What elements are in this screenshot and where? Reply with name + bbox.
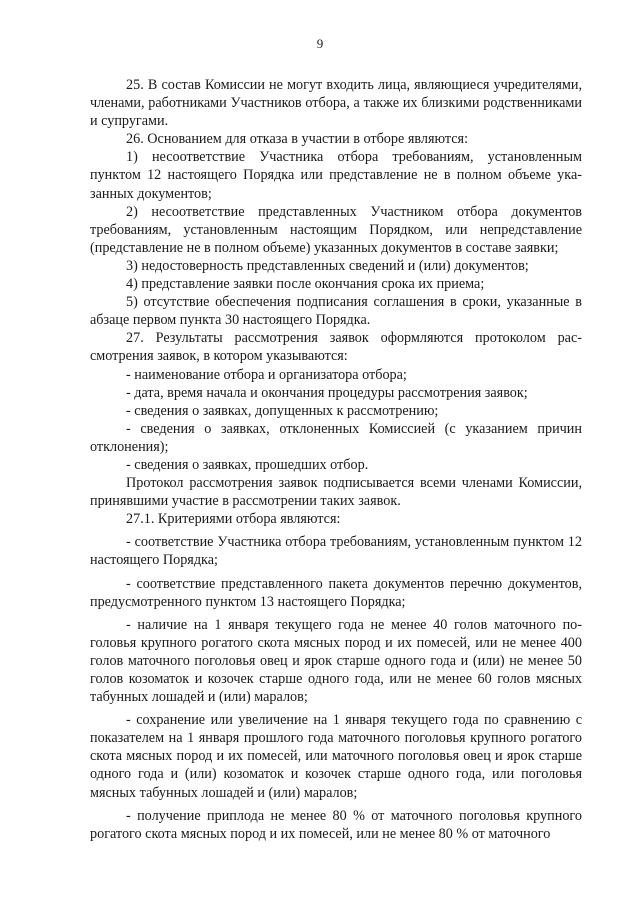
criteria-item: - соответствие представленного пакета документов перечню документов, предусмотренного пунктом 13 настоящего Порядка; bbox=[90, 575, 582, 610]
list-item: - сведения о заявках, прошедших отбор. bbox=[126, 456, 369, 473]
list-item: 2) несоответствие представленных Участником отбора документов требованиям, установленным настоящим Порядком, или непредставление (представление не в полном объеме) указанных документов в составе заявки; bbox=[90, 203, 582, 256]
criteria-item: - наличие на 1 января текущего года не менее 40 голов маточного поголовья крупного рогатого скота мясных пород и их помесей, или не менее 400 голов маточного поголовья овец и ярок старше одного года и (или) не менее 50 голов козоматок и козочек старше одного года, или не менее 60 голов мясных табунных лошадей и (или) маралов; bbox=[90, 616, 582, 706]
page-number: 9 bbox=[316, 36, 324, 51]
protocol-paragraph: Протокол рассмотрения заявок подписывается всеми членами Комиссии, принявшими участие в рассмотрении таких заявок. bbox=[90, 475, 582, 510]
paragraph-27-1: 27.1. Критериями отбора являются: bbox=[126, 511, 341, 528]
list-item: 1) несоответствие Участника отбора требованиям, установленным пунктом 12 настоящего Порядка или представление не в полном объеме указанных документов; bbox=[90, 149, 582, 202]
criteria-item: - получение приплода не менее 80 % от маточного поголовья крупного рогатого скота мясных пород и их помесей, или не менее 80 % от маточного bbox=[90, 807, 582, 842]
document-body bbox=[90, 76, 582, 843]
paragraph-25: 25. В состав Комиссии не могут входить лица, являющиеся учредителями, членами, работниками Участников отбора, а также их близкими родственниками и супругами. bbox=[90, 77, 582, 130]
list-item: 5) отсутствие обеспечения подписания соглашения в сроки, указанные в абзаце первом пункта 30 настоящего Порядка. bbox=[90, 294, 582, 329]
list-item: - дата, время начала и окончания процедуры рассмотрения заявок; bbox=[126, 384, 528, 401]
list-item: - сведения о заявках, отклоненных Комиссией (с указанием причин отклонения); bbox=[90, 420, 582, 455]
paragraph-26: 26. Основанием для отказа в участии в отборе являются: bbox=[126, 131, 469, 148]
list-item: 3) недостоверность представленных сведений и (или) документов; bbox=[126, 257, 529, 274]
criteria-item: - соответствие Участника отбора требованиям, установленным пунктом 12 настоящего Порядка; bbox=[90, 534, 582, 569]
list-item: - наименование отбора и организатора отбора; bbox=[126, 366, 407, 383]
list-item: 4) представление заявки после окончания срока их приема; bbox=[126, 276, 485, 293]
list-item: - сведения о заявках, допущенных к рассмотрению; bbox=[126, 402, 439, 419]
criteria-item: - сохранение или увеличение на 1 января текущего года по сравнению с показателем на 1 января прошлого года маточного поголовья крупного рогатого скота мясных пород и их помесей, или маточного поголовья овец и ярок старше одного года и (или) козоматок и козочек старше одного года, или поголовья мясных табунных лошадей и (или) маралов; bbox=[90, 712, 582, 801]
paragraph-27: 27. Результаты рассмотрения заявок оформляются протоколом рассмотрения заявок, в котором указываются: bbox=[90, 330, 582, 365]
